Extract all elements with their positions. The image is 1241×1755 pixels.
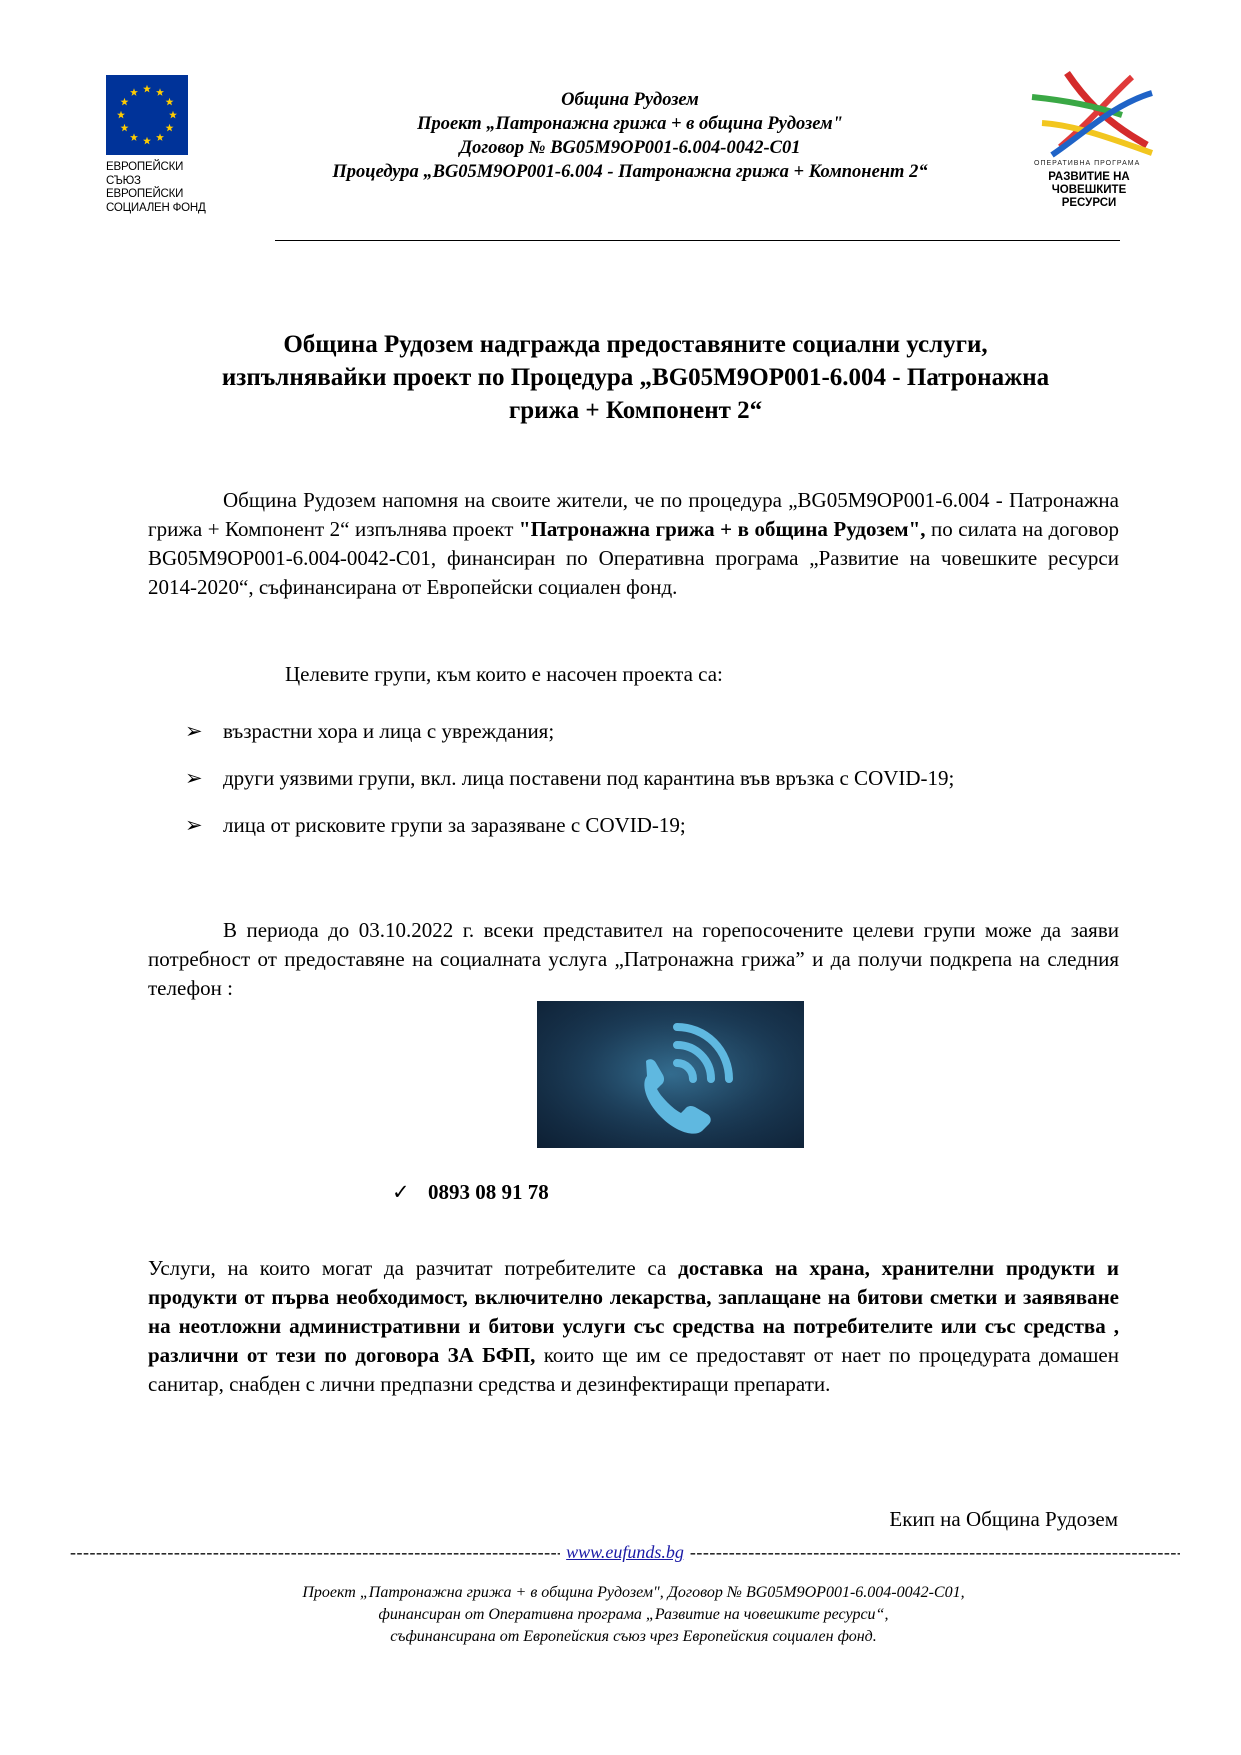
intro-text: Община Рудозем напомня на своите жители, че по процедура „BG05M9OP001-6.004 - Патронажна грижа + Компонент 2“ изпълнява проект (148, 488, 1119, 541)
eu-star-icon (166, 98, 174, 106)
eu-logo-line: ЕВРОПЕЙСКИ (106, 188, 184, 200)
phone-number: 0893 08 91 78 (428, 1180, 549, 1204)
list-item (185, 764, 954, 793)
op-hrd-logo-icon (1012, 65, 1162, 160)
services-list-text: доставка на храна, хранителни продукти и продукти от първа необходимост, включително лекарства, заплащане на битови сметки и заявяване на неотложни административни и битови услуги със средства на потребителите или със средства , различни от тези по договора ЗА БФП, (148, 1256, 1119, 1367)
header-line: Община Рудозем (561, 90, 699, 110)
footer-line: Проект „Патронажна грижа + в община Рудозем", Договор № BG05M9OP001-6.004-0042-C01, (302, 1584, 965, 1601)
footer-dashes (690, 1540, 1180, 1564)
project-name: "Патронажна грижа + в община Рудозем", (518, 517, 926, 541)
arrow-bullet-icon: ➢ (185, 813, 203, 837)
op-logo-small-text: ОПЕРАТИВНА ПРОГРАМА (1034, 160, 1141, 167)
header-line: Процедура „BG05M9OP001-6.004 - Патронажна грижа + Компонент 2“ (332, 162, 928, 182)
header-line: Договор № BG05M9OP001-6.004-0042-C01 (459, 138, 801, 158)
op-logo-line: ЧОВЕШКИТЕ РЕСУРСИ (1051, 184, 1127, 209)
list-item (185, 811, 954, 840)
target-groups-list (185, 717, 954, 858)
eu-star-icon (130, 88, 138, 96)
eufunds-link[interactable]: www.eufunds.bg (566, 1542, 684, 1562)
phone-image (537, 1001, 804, 1148)
op-hrd-logo (1012, 65, 1162, 209)
list-item-text: лица от рисковите групи за заразяване с COVID-19; (223, 813, 686, 837)
footer-line: съфинансирана от Европейския съюз чрез Европейския социален фонд. (390, 1628, 877, 1645)
header-line: Проект „Патронажна грижа + в община Рудозем" (417, 114, 843, 134)
op-logo-line: РАЗВИТИЕ НА (1048, 171, 1130, 183)
eu-star-icon (120, 124, 128, 132)
eu-star-icon (120, 98, 128, 106)
footer-line: финансиран от Оперативна програма „Развитие на човешките ресурси“, (378, 1606, 889, 1623)
eu-star-icon (143, 85, 151, 93)
footer-dashes (70, 1540, 560, 1564)
contact-phone (392, 1178, 549, 1207)
services-text: Услуги, на които могат да разчитат потребителите са (148, 1256, 679, 1280)
arrow-bullet-icon: ➢ (185, 766, 203, 790)
header-divider (275, 240, 1120, 241)
arrow-bullet-icon: ➢ (185, 719, 203, 743)
footer-text (148, 1582, 1119, 1648)
eu-star-icon (130, 133, 138, 141)
eu-logo-text (106, 161, 220, 215)
op-logo-text (1024, 171, 1154, 210)
document-title (148, 328, 1123, 427)
signature: Екип на Община Рудозем (889, 1507, 1118, 1531)
intro-paragraph (148, 486, 1119, 602)
list-item-text: други уязвими групи, вкл. лица поставени под карантина във връзка с COVID-19; (223, 766, 955, 790)
checkmark-icon: ✓ (392, 1180, 410, 1204)
title-line: изпълнявайки проект по Процедура „BG05M9OP001-6.004 - Патронажна (221, 364, 1050, 391)
eu-star-icon (169, 111, 177, 119)
list-item (185, 717, 954, 746)
eu-flag-icon (106, 75, 188, 155)
period-paragraph: В периода до 03.10.2022 г. всеки представител на горепосочените целеви групи може да заяви потребност от предоставяне на социалната услуга „Патронажна грижа” и да получи подкрепа на следния телефон : (148, 918, 1119, 1000)
title-line: Община Рудозем надгражда предоставяните социални услуги, (283, 331, 988, 358)
target-groups-intro: Целевите групи, към които е насочен проекта са: (285, 662, 723, 686)
footer-separator (70, 1540, 1180, 1564)
eu-star-icon (143, 137, 151, 145)
intro-text: по силата на договор BG05M9OP001-6.004-0042-C01, финансиран по Оперативна програма „Развитие на човешките ресурси 2014-2020“, съфинансирана от Европейски социален фонд. (148, 517, 1119, 599)
services-text: които ще им се предоставят от нает по процедурата домашен санитар, снабден с лични предпазни средства и дезинфектиращи препарати. (148, 1343, 1119, 1396)
services-paragraph (148, 1254, 1119, 1399)
phone-icon (537, 1001, 804, 1148)
eu-star-icon (117, 111, 125, 119)
eu-star-icon (156, 133, 164, 141)
eu-star-icon (156, 88, 164, 96)
header-project-info (240, 88, 1020, 184)
title-line: грижа + Компонент 2“ (508, 397, 763, 424)
eu-logo-line: ЕВРОПЕЙСКИ СЪЮЗ (106, 161, 184, 187)
eu-logo-line: СОЦИАЛЕН ФОНД (106, 201, 206, 214)
eu-logo (106, 75, 220, 215)
list-item-text: възрастни хора и лица с увреждания; (223, 719, 555, 743)
eu-star-icon (166, 124, 174, 132)
